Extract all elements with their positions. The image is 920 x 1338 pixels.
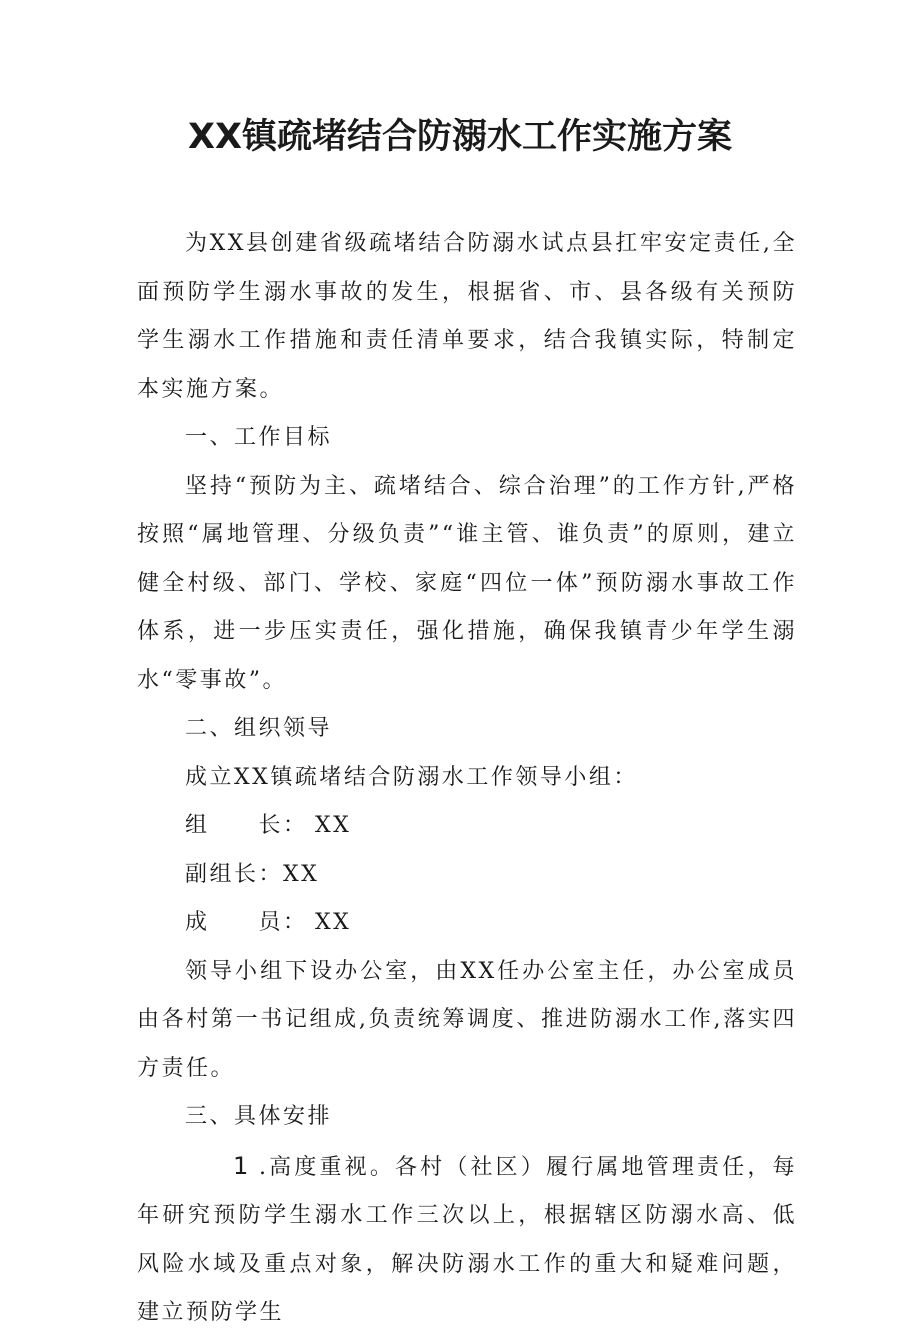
- document-title: XX镇疏堵结合防溺水工作实施方案: [188, 117, 732, 157]
- section2-intro: 成立XX镇疏堵结合防溺水工作领导小组：: [185, 764, 638, 790]
- section3-item1: [137, 1142, 797, 1338]
- member-role: 副组长：: [185, 861, 284, 887]
- document-body: [137, 220, 797, 1338]
- section3-heading: 三、具体安排: [185, 1104, 333, 1129]
- member-role: 组 长：: [185, 813, 308, 838]
- member-name: XX: [315, 910, 352, 935]
- member-row-deputy: [137, 851, 797, 900]
- member-row-leader: [137, 802, 797, 851]
- item-number: 1: [233, 1151, 251, 1180]
- section2-heading: 二、组织领导: [185, 716, 333, 741]
- intro-paragraph: 为XX县创建省级疏堵结合防溺水试点县扛牢安定责任,全面预防学生溺水事故的发生，根据省、市、县各级有关预防学生溺水工作措施和责任清单要求，结合我镇实际，特制定本实施方案。: [137, 231, 797, 402]
- member-role: 成 员：: [185, 910, 308, 935]
- section1-paragraph: 坚持“预防为主、疏堵结合、综合治理”的工作方针,严格按照“属地管理、分级负责”“谁主管、谁负责”的原则，建立健全村级、部门、学校、家庭“四位一体”预防溺水事故工作体系，进一步压实责任，强化措施，确保我镇青少年学生溺水“零事故”。: [137, 473, 797, 693]
- section1-heading: 一、工作目标: [185, 425, 333, 450]
- member-name: XX: [315, 813, 352, 838]
- member-row-members: [137, 899, 797, 948]
- office-paragraph: 领导小组下设办公室，由XX任办公室主任，办公室成员由各村第一书记组成,负责统筹调度、推进防溺水工作,落实四方责任。: [137, 958, 797, 1081]
- item-text: .高度重视。各村（社区）履行属地管理责任，每年研究预防学生溺水工作三次以上，根据辖区防溺水高、低风险水域及重点对象，解决防溺水工作的重大和疑难问题，建立预防学生: [137, 1154, 797, 1325]
- member-name: XX: [283, 861, 320, 887]
